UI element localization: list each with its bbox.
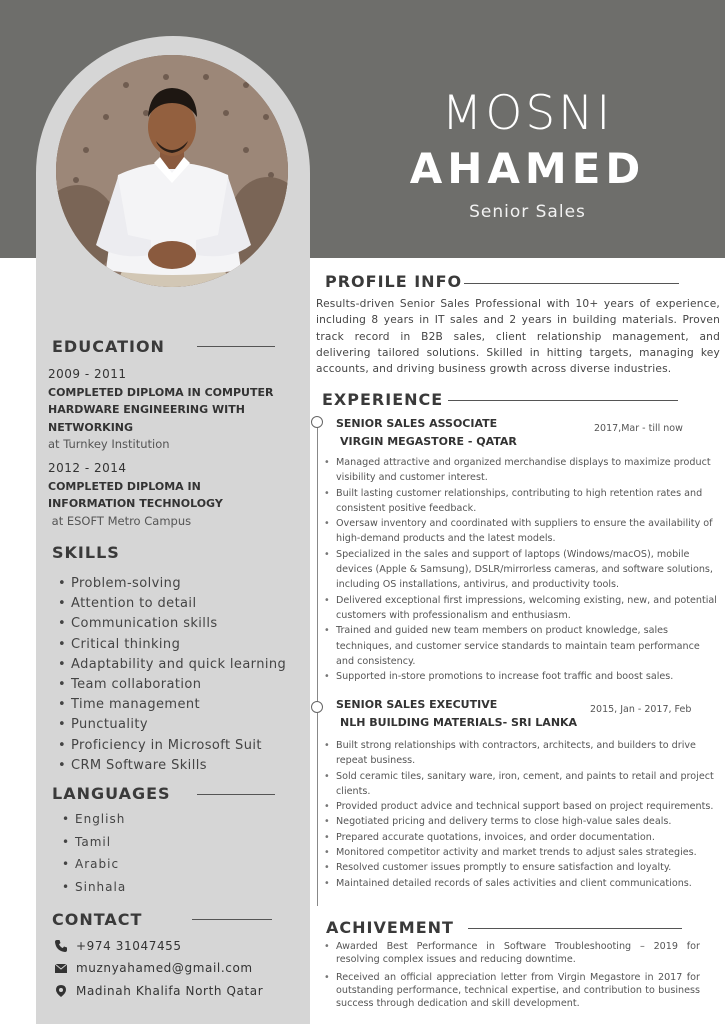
languages-divider	[197, 794, 275, 795]
job-duties-list	[324, 455, 720, 684]
skill-item: • Adaptability and quick learning	[58, 655, 286, 675]
contact-address-text: Madinah Khalifa North Qatar	[76, 984, 264, 998]
job-duty: • Trained and guided new team members on product knowledge, sales techniques, and customer service standards to maintain team performance and consistency.	[324, 623, 720, 669]
job-duty: • Supported in-store promotions to increase foot traffic and boost sales.	[324, 669, 720, 684]
profile-photo	[56, 55, 288, 287]
profile-summary: Results-driven Senior Sales Professional with 10+ years of experience, including 8 years in IT sales and 2 years in building materials. Proven track record in B2B sales, client relationship management, and delivering tailored solutions. Skilled in hitting targets, managing key accounts, and driving business growth across diverse industries.	[316, 298, 720, 376]
job-duty: • Delivered exceptional first impressions, welcoming existing, new, and potential customers with professionalism and enthusiasm.	[324, 593, 720, 624]
languages-list	[62, 808, 126, 898]
experience-heading: EXPERIENCE	[322, 390, 444, 409]
contact-email-text: muznyahamed@gmail.com	[76, 961, 253, 975]
skill-item: • Communication skills	[58, 614, 286, 634]
contact-email[interactable]	[54, 961, 253, 975]
contact-address	[54, 984, 263, 998]
job-duty: • Oversaw inventory and coordinated with suppliers to ensure the availability of high-demand products and the latest models.	[324, 516, 720, 547]
job-duty: • Provided product advice and technical support based on project requirements.	[324, 799, 720, 814]
skill-item: • Attention to detail	[58, 594, 286, 614]
job-role: Senior Sales	[469, 202, 586, 222]
skill-item: • Punctuality	[58, 715, 286, 735]
job-duty: • Prepared accurate quotations, invoices, and order documentation.	[324, 830, 720, 845]
contact-divider	[192, 919, 272, 920]
timeline-dot	[311, 701, 323, 713]
phone-icon	[54, 939, 68, 953]
education-years: 2009 - 2011	[48, 367, 127, 381]
education-item	[48, 366, 298, 454]
job-company: VIRGIN MEGASTORE - QATAR	[340, 435, 517, 448]
skill-item: • Team collaboration	[58, 675, 286, 695]
job-duty: • Negotiated pricing and delivery terms to close high-value sales deals.	[324, 814, 720, 829]
job-duties-list	[324, 738, 720, 891]
last-name: AHAMED	[409, 144, 646, 193]
skills-heading: SKILLS	[52, 543, 120, 562]
skills-list	[58, 574, 286, 776]
job-duty: • Monitored competitor activity and market trends to adjust sales strategies.	[324, 845, 720, 860]
education-divider	[197, 346, 275, 347]
job-duty: • Built strong relationships with contractors, architects, and builders to drive repeat business.	[324, 738, 720, 769]
job-duty: • Sold ceramic tiles, sanitary ware, iron, cement, and paints to retail and project clients.	[324, 769, 720, 800]
job-duty: • Managed attractive and organized merchandise displays to maximize product visibility and customer interest.	[324, 455, 720, 486]
job-title: SENIOR SALES ASSOCIATE	[336, 417, 498, 430]
achievement-item: • Awarded Best Performance in Software Troubleshooting – 2019 for resolving complex issues and reducing downtime.	[324, 940, 700, 966]
achievement-list	[324, 940, 700, 1015]
education-institution: at Turnkey Institution	[48, 437, 170, 451]
languages-heading: LANGUAGES	[52, 784, 171, 803]
achievement-item: • Received an official appreciation letter from Virgin Megastore in 2017 for outstanding performance, technical expertise, and contribution to business success through dedication and skill development.	[324, 971, 700, 1010]
experience-timeline	[317, 422, 318, 906]
skill-item: • Proficiency in Microsoft Suit	[58, 736, 286, 756]
job-duty: • Specialized in the sales and support of laptops (Windows/macOS), mobile devices (Apple & Samsung), DSLR/mirrorless cameras, and software solutions, including OS installations, antivirus, and productivity tools.	[324, 547, 720, 593]
language-item: • Sinhala	[62, 876, 126, 899]
education-heading: EDUCATION	[52, 337, 165, 356]
first-name: MOSNI	[441, 86, 614, 141]
skill-item: • Problem-solving	[58, 574, 286, 594]
job-dates: 2017,Mar - till now	[594, 423, 683, 434]
skill-item: • CRM Software Skills	[58, 756, 286, 776]
education-degree-line: COMPLETED DIPLOMA IN	[48, 479, 201, 493]
language-item: • English	[62, 808, 126, 831]
skill-item: • Time management	[58, 695, 286, 715]
contact-phone[interactable]	[54, 939, 182, 953]
timeline-dot	[311, 416, 323, 428]
job-company: NLH BUILDING MATERIALS- SRI LANKA	[340, 716, 578, 729]
education-years: 2012 - 2014	[48, 461, 127, 475]
location-pin-icon	[54, 984, 68, 998]
job-duty: • Resolved customer issues promptly to ensure satisfaction and loyalty.	[324, 860, 720, 875]
experience-divider	[448, 400, 678, 401]
contact-heading: CONTACT	[52, 910, 143, 929]
education-degree-line: HARDWARE ENGINEERING WITH	[48, 403, 245, 416]
language-item: • Tamil	[62, 831, 126, 854]
skill-item: • Critical thinking	[58, 635, 286, 655]
education-degree-line: COMPLETED DIPLOMA IN COMPUTER	[48, 385, 274, 399]
education-institution: at ESOFT Metro Campus	[48, 513, 192, 528]
job-title: SENIOR SALES EXECUTIVE	[336, 698, 498, 711]
contact-phone-text: +974 31047455	[76, 939, 182, 953]
job-duty: • Maintained detailed records of sales activities and client communications.	[324, 876, 720, 891]
job-duty: • Built lasting customer relationships, contributing to high retention rates and consistent positive feedback.	[324, 486, 720, 517]
language-item: • Arabic	[62, 853, 126, 876]
education-degree-line: NETWORKING	[48, 420, 134, 434]
profile-heading: PROFILE INFO	[325, 272, 463, 291]
achievement-heading: ACHIVEMENT	[326, 918, 454, 937]
education-item	[48, 460, 298, 530]
profile-divider	[464, 283, 679, 284]
achievement-divider	[468, 928, 682, 929]
email-icon	[54, 961, 68, 975]
education-degree-line: INFORMATION TECHNOLOGY	[48, 497, 223, 510]
job-dates: 2015, Jan - 2017, Feb	[590, 704, 692, 715]
